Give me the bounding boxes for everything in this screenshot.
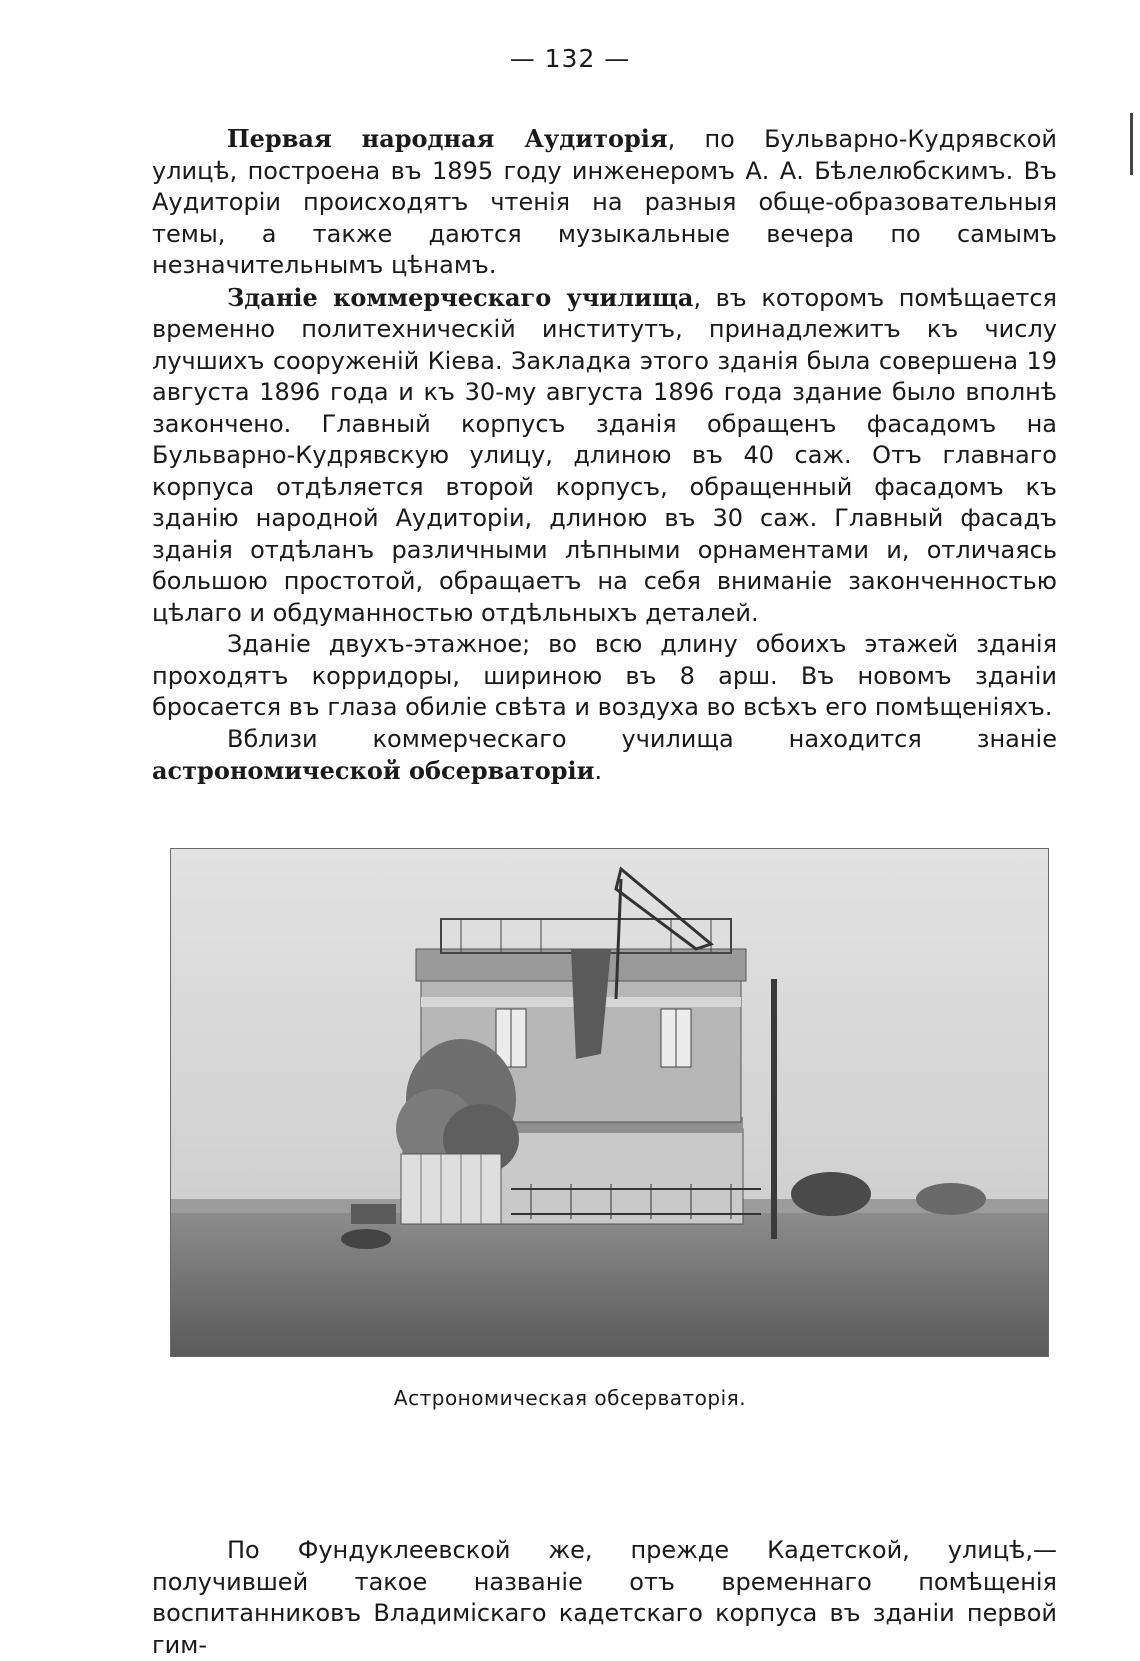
margin-mark: [1130, 113, 1133, 175]
paragraph-building: [152, 629, 1057, 724]
paragraph-auditorium-text: , по Бульварно-Кудрявской улицѣ, построена въ 1895 году инженеромъ А. А. Бѣлелюбскимъ. Въ Аудиторіи происходятъ чтенія на разныя обще-образовательныя темы, а также даются музыкальные вечера по самымъ незначительнымъ цѣнамъ.: [152, 125, 1057, 279]
paragraph-auditorium: [152, 123, 1057, 282]
paragraph-observatory-end: .: [594, 757, 603, 785]
paragraph-fundukleevskaya: По Фундуклеевской же, прежде Кадетской, улицѣ,—получившей такое названіе отъ временнаго помѣщенія воспитанниковъ Владимiскаго кадетскаго корпуса въ зданіи первой гим-: [152, 1536, 1057, 1659]
pole: [771, 979, 777, 1239]
paragraph-observatory: [152, 724, 1057, 788]
gate-shed: [401, 1154, 501, 1224]
observatory-illustration: [171, 849, 1048, 1356]
heading-commercial-school: Зданіе коммерческаго училища: [227, 282, 694, 312]
figure-caption: Астрономическая обсерваторія.: [393, 1386, 747, 1410]
page-number: — 132 —: [509, 44, 631, 73]
paragraph-commercial-school: [152, 282, 1057, 630]
ground: [171, 1204, 1048, 1356]
body-text-bottom: [152, 1535, 1057, 1661]
paragraph-observatory-text: Вблизи коммерческаго училища находится знаніе: [227, 724, 1057, 753]
paragraph-commercial-school-text: , въ которомъ помѣщается временно политехническій институтъ, принадлежитъ къ числу лучшихъ сооруженій Кіева. Закладка этого зданія была совершена 19 августа 1896 года и къ 30-му августа 1896 года здание было вполнѣ закончено. Главный корпусъ зданія обращенъ фасадомъ на Бульварно-Кудрявскую улицу, длиною въ 40 саж. Отъ главнаго корпуса отдѣляется второй корпусъ, обращенный фасадомъ къ зданію народной Аудиторіи, длиною въ 30 саж. Главный фасадъ зданія отдѣланъ различными лѣпными орнаментами и, отличаясь большою простотой, обращаетъ на себя вниманіе законченностью цѣлаго и обдуманностью отдѣльныхъ деталей.: [152, 283, 1057, 627]
heading-observatory: астрономической обсерваторіи: [152, 756, 595, 785]
observatory-photo: [170, 848, 1049, 1357]
heading-auditorium: Первая народная Аудиторія: [227, 124, 668, 153]
body-text-top: [152, 123, 1057, 788]
paragraph-building-text: Зданіе двухъ-этажное; во всю длину обоихъ этажей зданія проходятъ корридоры, шириною въ 8 арш. Въ новомъ зданіи бросается въ глаза обиліе свѣта и воздуха во всѣхъ его помѣщеніяхъ.: [152, 630, 1057, 721]
